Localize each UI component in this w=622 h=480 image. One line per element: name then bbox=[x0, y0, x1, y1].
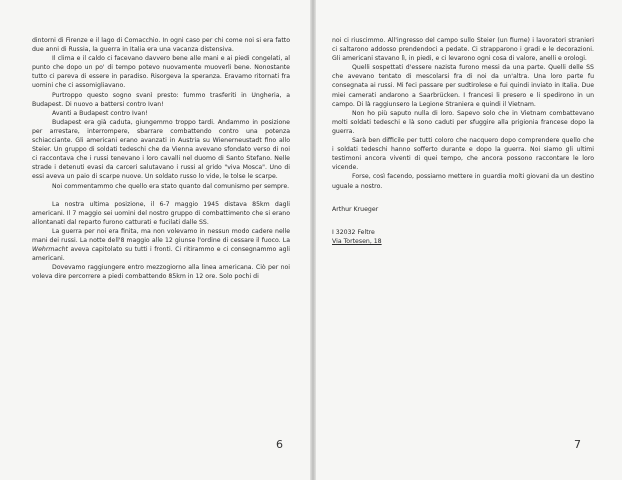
paragraph: Noi commentammo che quello era stato quanto dal comunismo per sempre. bbox=[52, 182, 290, 190]
book-gutter bbox=[310, 0, 316, 480]
left-page-text bbox=[32, 36, 290, 281]
paragraph: noi ci riuscimmo. All'ingresso del campo sullo Steier (un fiume) i lavoratori stranieri ci saltarono addosso prendendoci a pedate. Ci strapparono i gradi e le decorazioni. Gli americani stavano lì, in piedi, e ci levarono ogni cosa di valore, anelli e orologi. bbox=[332, 37, 594, 63]
page-number: 7 bbox=[574, 438, 581, 451]
address-line: I 32032 Feltre bbox=[332, 228, 375, 236]
paragraph: Sarà ben difficile per tutti coloro che nacquero dopo comprendere quello che i soldati tedeschi hanno sofferto durante e dopo la guerra. Noi siamo gli ultimi testimoni ancora viventi di quei tempo, che ancora possono raccontare le loro vicende. bbox=[332, 137, 594, 172]
paragraph: Purtroppo questo sogno svanì presto: fummo trasferiti in Ungheria, a Budapest. Di nuovo a battersi contro Ivan! bbox=[32, 91, 290, 108]
paragraph: Dovevamo raggiungere entro mezzogiorno alla linea americana. Ciò per noi voleva dire percorrere a piedi combattendo 85km in 12 ore. Solo pochi di bbox=[32, 264, 290, 281]
author-name: Arthur Krueger bbox=[332, 205, 379, 213]
section-heading: Avanti a Budapest contro Ivan! bbox=[52, 109, 148, 117]
paragraph: Forse, così facendo, possiamo mettere in guardia molti giovani da un destino uguale a nostro. bbox=[332, 173, 594, 190]
right-page-text bbox=[332, 36, 594, 246]
paragraph: Budapest era già caduta, giungemmo troppo tardi. Andammo in posizione per arrestare, interrompere, sbarrare combattendo contro una potenza schiacciante. Gli americani erano avanzati in Austria su Wienerneustadt fino allo Steier. Un gruppo di soldati tedeschi che da Vienna avevano sfondato verso di noi ci raccontava che i russi tenevano i loro cavalli nel duomo di Santo Stefano. Nelle strade i detenuti evasi da carceri salutavano i russi al grido "viva Mosca". Uno di essi aveva un paio di scarpe nuove. Un soldato russo lo vide, le tolse le scarpe. bbox=[32, 118, 290, 181]
paragraph-part: aveva capitolato su tutti i fronti. Ci ritirammo e ci consegnammo agli americani. bbox=[32, 246, 290, 263]
paragraph: Quelli sospettati d'essere nazista furono messi da una parte. Quelli delle SS che avevano tentato di mescolarsi fra di noi da un'altra. Una loro parte fu consegnata ai russi. Mi feci passare per sudtirolese e fui quindi inviato in Italia. Due miei camerati andarono a Saarbrücken. I francesi li presero e li spedirono in un campo. Di là raggiunsero la Legione Straniera e quindi il Vietnam. bbox=[332, 64, 594, 108]
address-line: Via Tortesen, 18 bbox=[332, 237, 382, 245]
paragraph: Non ho più saputo nulla di loro. Sapevo solo che in Vietnam combattevano molti soldati tedeschi e là sono caduti per sfuggire alla prigionia francese dopo la guerra. bbox=[332, 109, 594, 135]
paragraph-part: La guerra per noi era finita, ma non volevamo in nessun modo cadere nelle mani dei russi. La notte dell'8 maggio alle 12 giunse l'ordine di cessare il fuoco. La bbox=[32, 227, 290, 244]
paragraph bbox=[32, 227, 290, 263]
paragraph: Il clima e il caldo ci facevano davvero bene alle mani e ai piedi congelati, al punto che dopo un po' di tempo potevo nuovamente muoverli bene. Nonostante tutto ci pareva di essere in paradiso. Risorgeva la speranza. Eravamo ritornati fra uomini che ci assomigliavano. bbox=[32, 55, 290, 90]
page-number: 6 bbox=[276, 438, 283, 451]
paragraph: La nostra ultima posizione, il 6-7 maggio 1945 distava 85km dagli americani. Il 7 maggio sei uomini del nostro gruppo di combattimento che si erano allontanati dal reparto furono catturati e fucilati dalle SS. bbox=[32, 200, 290, 226]
paragraph: dintorni di Firenze e il lago di Comacchio. In ogni caso per chi come noi si era fatto due anni di Russia, la guerra in Italia era una vacanza distensiva. bbox=[32, 37, 290, 54]
italic-term: Wehrmacht bbox=[32, 246, 68, 254]
